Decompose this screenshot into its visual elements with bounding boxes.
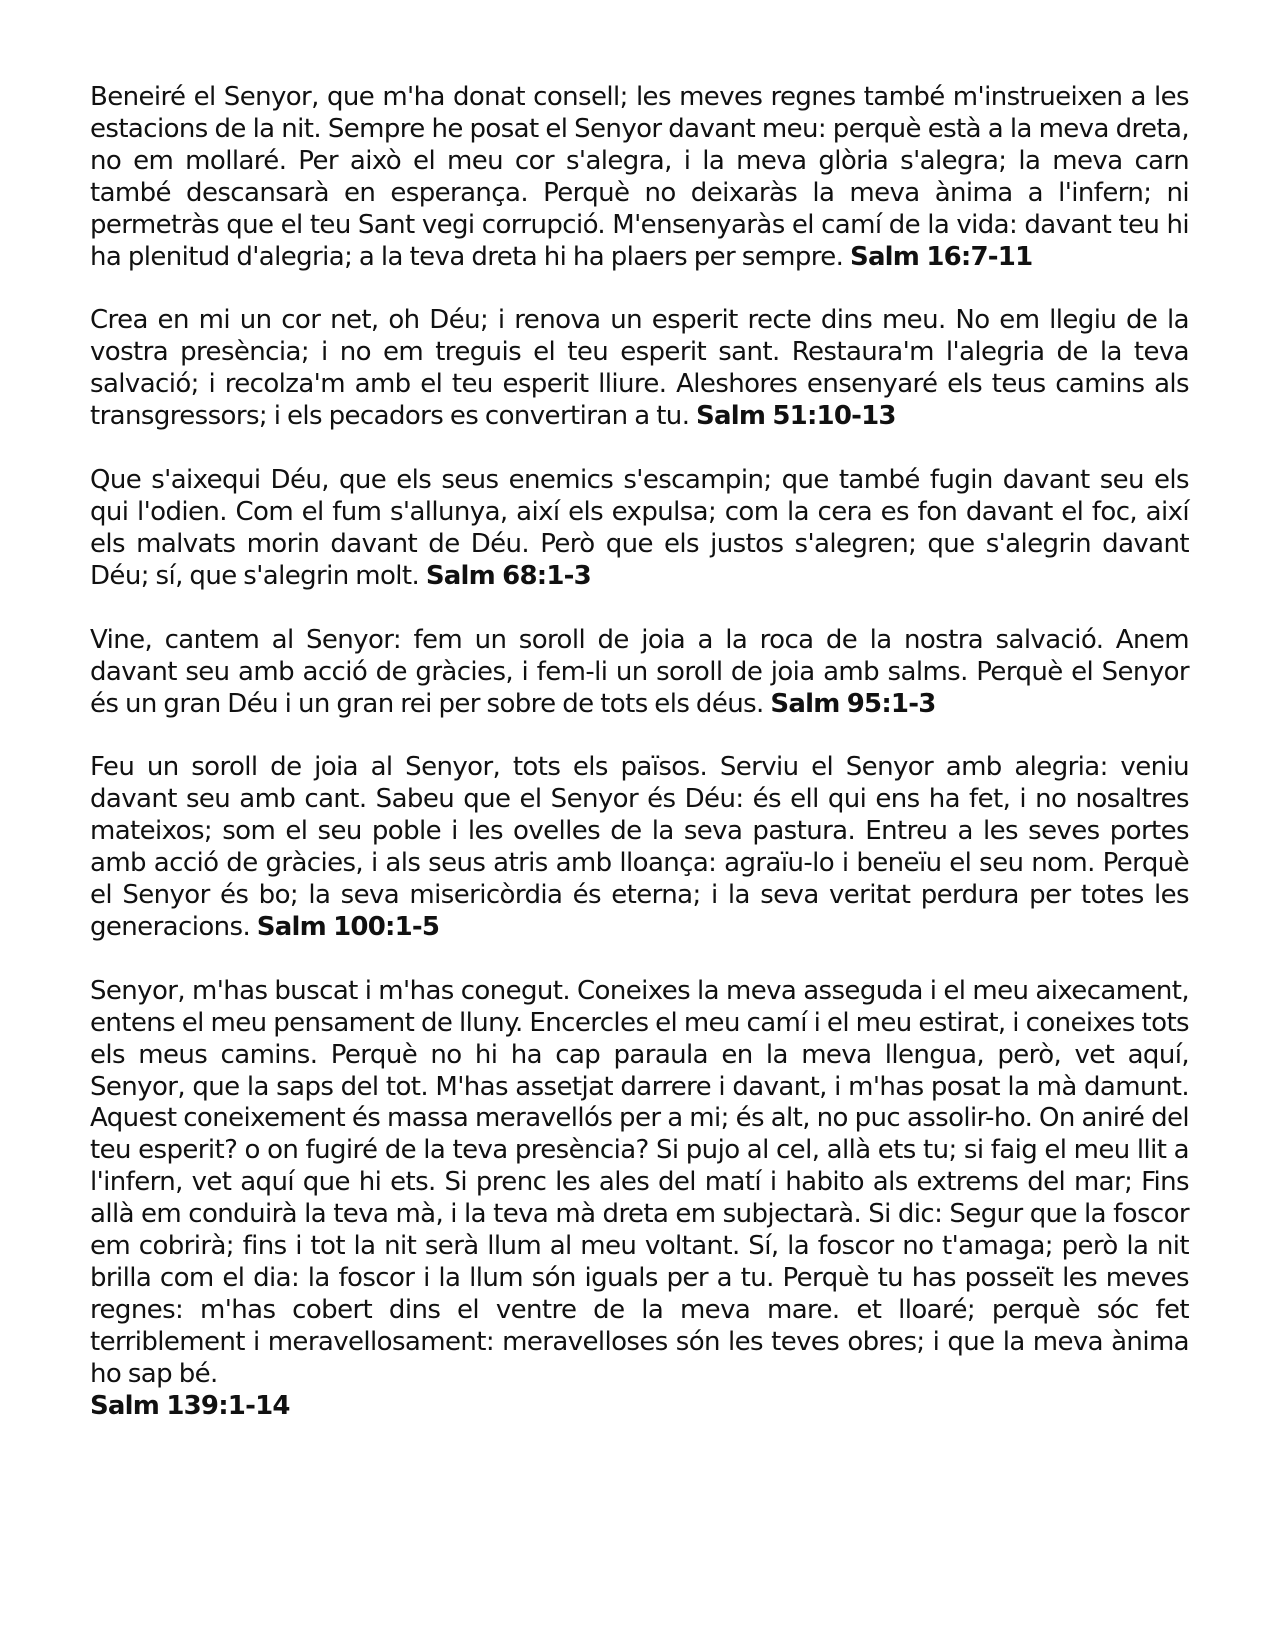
- passage-text: Beneiré el Senyor, que m'ha donat consell; les meves regnes també m'instrueixen a les estacions de la nit. Sempre he posat el Senyor davant meu: perquè està a la meva dreta, no em mollaré. Per això el meu cor s'alegra, i la meva glòria s'alegra; la meva carn també descansarà en esperança. Perquè no deixaràs la meva ànima a l'infern; ni permetràs que el teu Sant vegi corrupció. M'ensenyaràs el camí de la vida: davant teu hi ha plenitud d'alegria; a la teva dreta hi ha plaers per sempre.: [90, 82, 1189, 272]
- passage-reference: Salm 139:1-14: [90, 1390, 290, 1421]
- passage-psalm-16: [90, 82, 1189, 273]
- passage-psalm-68: [90, 465, 1189, 593]
- passage-reference: Salm 95:1-3: [770, 688, 936, 719]
- passage-text: Senyor, m'has buscat i m'has conegut. Coneixes la meva asseguda i el meu aixecament, entens el meu pensament de lluny. Encercles el meu camí i el meu estirat, i coneixes tots els meus camins. Perquè no hi ha cap paraula en la meva llengua, però, vet aquí, Senyor, que la saps del tot. M'has assetjat darrere i davant, i m'has posat la mà damunt. Aquest coneixement és massa meravellós per a mi; és alt, no puc assolir-ho. On aniré del teu esperit? o on fugiré de la teva presència? Si pujo al cel, allà ets tu; si faig el meu llit a l'infern, vet aquí que hi ets. Si prenc les ales del matí i habito als extrems del mar; Fins allà em conduirà la teva mà, i la teva mà dreta em subjectarà. Si dic: Segur que la foscor em cobrirà; fins i tot la nit serà llum al meu voltant. Sí, la foscor no t'amaga; però la nit brilla com el dia: la foscor i la llum són iguals per a tu. Perquè tu has posseït les meves regnes: m'has cobert dins el ventre de la meva mare. et lloaré; perquè sóc fet terriblement i meravellosament: meravelloses són les teves obres; i que la meva ànima ho sap bé.: [90, 975, 1189, 1389]
- passage-reference: Salm 51:10-13: [696, 401, 896, 432]
- passage-text: Crea en mi un cor net, oh Déu; i renova un esperit recte dins meu. No em llegiu de la vostra presència; i no em treguis el teu esperit sant. Restaura'm l'alegria de la teva salvació; i recolza'm amb el teu esperit lliure. Aleshores ensenyaré els teus camins als transgressors; i els pecadors es convertiran a tu.: [90, 305, 1189, 432]
- passage-text: Vine, cantem al Senyor: fem un soroll de joia a la roca de la nostra salvació. Anem davant seu amb acció de gràcies, i fem-li un soroll de joia amb salms. Perquè el Senyor és un gran Déu i un gran rei per sobre de tots els déus.: [90, 624, 1189, 719]
- document-page: [90, 82, 1189, 1423]
- passage-psalm-100: [90, 752, 1189, 943]
- passage-psalm-51: [90, 305, 1189, 433]
- passage-text: Que s'aixequi Déu, que els seus enemics s'escampin; que també fugin davant seu els qui l'odien. Com el fum s'allunya, així els expulsa; com la cera es fon davant el foc, així els malvats morin davant de Déu. Però que els justos s'alegren; que s'alegrin davant Déu; sí, que s'alegrin molt.: [90, 465, 1189, 591]
- passage-text: Feu un soroll de joia al Senyor, tots els països. Serviu el Senyor amb alegria: veniu davant seu amb cant. Sabeu que el Senyor és Déu: és ell qui ens ha fet, i no nosaltres mateixos; som el seu poble i les ovelles de la seva pastura. Entreu a les seves portes amb acció de gràcies, i als seus atris amb lloança: agraïu-lo i beneïu el seu nom. Perquè el Senyor és bo; la seva misericòrdia és eterna; i la seva veritat perdura per totes les generacions.: [90, 752, 1189, 942]
- passage-reference: Salm 100:1-5: [256, 911, 440, 942]
- passage-psalm-139: [90, 976, 1189, 1423]
- passage-psalm-95: [90, 625, 1189, 721]
- passage-reference: Salm 68:1-3: [425, 560, 591, 591]
- passage-reference: Salm 16:7-11: [850, 241, 1033, 272]
